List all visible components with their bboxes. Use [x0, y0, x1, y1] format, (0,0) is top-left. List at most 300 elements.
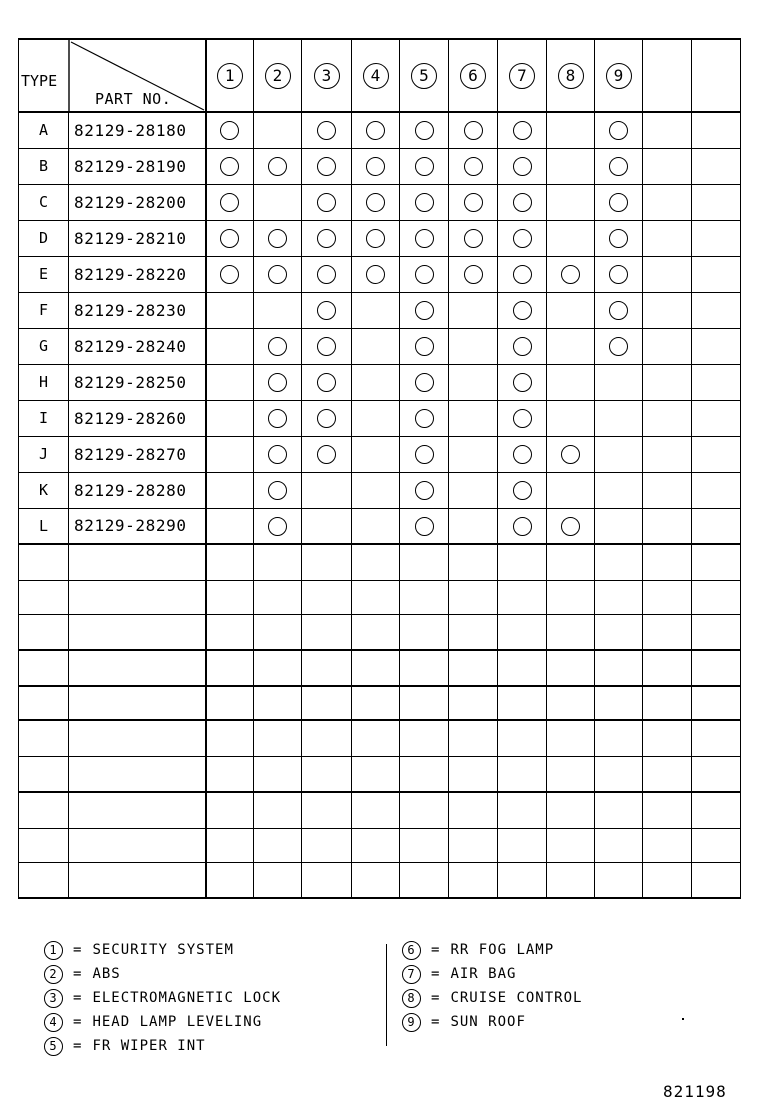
empty-cell	[449, 720, 498, 756]
option-cell	[498, 112, 547, 148]
applicable-mark-icon	[464, 229, 483, 248]
option-cell	[254, 148, 302, 184]
applicable-mark-icon	[317, 373, 336, 392]
empty-cell	[692, 256, 741, 292]
applicable-mark-icon	[268, 337, 287, 356]
applicable-mark-icon	[317, 157, 336, 176]
empty-row	[19, 544, 741, 580]
empty-cell	[692, 508, 741, 544]
option-cell	[206, 112, 254, 148]
option-cell	[206, 256, 254, 292]
option-cell	[206, 400, 254, 436]
empty-row	[19, 614, 741, 650]
applicable-mark-icon	[415, 445, 434, 464]
empty-cell	[692, 862, 741, 898]
applicable-mark-icon	[317, 121, 336, 140]
option-cell	[352, 328, 400, 364]
empty-cell	[254, 792, 302, 828]
option-cell	[254, 220, 302, 256]
applicable-mark-icon	[513, 373, 532, 392]
applicable-mark-icon	[513, 481, 532, 500]
empty-cell	[595, 720, 643, 756]
empty-cell	[595, 614, 643, 650]
empty-cell	[595, 544, 643, 580]
option-cell	[498, 184, 547, 220]
legend-equals: =	[73, 990, 83, 1006]
empty-cell	[69, 544, 206, 580]
option-cell	[449, 220, 498, 256]
empty-cell	[449, 792, 498, 828]
empty-row	[19, 686, 741, 720]
empty-cell	[547, 756, 595, 792]
part-number-cell: 82129-28230	[69, 292, 206, 328]
option-cell	[498, 148, 547, 184]
empty-cell	[19, 720, 69, 756]
empty-cell	[498, 828, 547, 862]
empty-cell	[69, 580, 206, 614]
table-row	[19, 184, 741, 220]
empty-cell	[643, 614, 692, 650]
header-option-5	[400, 39, 449, 112]
empty-cell	[254, 544, 302, 580]
part-number-cell: 82129-28280	[69, 472, 206, 508]
option-cell	[254, 436, 302, 472]
applicable-mark-icon	[366, 193, 385, 212]
option-cell	[302, 184, 352, 220]
header-diagonal-cell	[19, 39, 206, 112]
applicable-mark-icon	[415, 337, 434, 356]
empty-cell	[498, 544, 547, 580]
applicable-mark-icon	[268, 481, 287, 500]
option-cell	[547, 256, 595, 292]
empty-cell	[254, 650, 302, 686]
applicable-mark-icon	[415, 301, 434, 320]
applicable-mark-icon	[609, 265, 628, 284]
applicable-mark-icon	[268, 409, 287, 428]
empty-cell	[643, 148, 692, 184]
empty-cell	[643, 112, 692, 148]
empty-cell	[692, 436, 741, 472]
empty-cell	[692, 400, 741, 436]
option-cell	[400, 400, 449, 436]
option-cell	[302, 112, 352, 148]
empty-cell	[643, 184, 692, 220]
table-row	[19, 508, 741, 544]
applicable-mark-icon	[317, 229, 336, 248]
legend-item	[402, 938, 582, 962]
legend-item	[402, 986, 582, 1010]
empty-cell	[449, 756, 498, 792]
empty-cell	[547, 792, 595, 828]
legend-item	[44, 1034, 281, 1058]
option-cell	[302, 256, 352, 292]
applicable-mark-icon	[268, 157, 287, 176]
legend-number-circle: 5	[44, 1037, 63, 1056]
type-cell: H	[19, 364, 69, 400]
applicable-mark-icon	[220, 193, 239, 212]
option-cell	[498, 400, 547, 436]
part-number-cell: 82129-28210	[69, 220, 206, 256]
option-cell	[400, 328, 449, 364]
empty-cell	[352, 614, 400, 650]
applicable-mark-icon	[415, 265, 434, 284]
option-cell	[595, 472, 643, 508]
empty-cell	[69, 756, 206, 792]
empty-cell	[400, 720, 449, 756]
empty-cell	[692, 364, 741, 400]
option-cell	[352, 220, 400, 256]
table-row	[19, 328, 741, 364]
empty-cell	[206, 828, 254, 862]
empty-cell	[352, 792, 400, 828]
parts-table	[18, 38, 741, 899]
option-cell	[498, 436, 547, 472]
option-cell	[547, 112, 595, 148]
table-row	[19, 364, 741, 400]
applicable-mark-icon	[317, 265, 336, 284]
empty-row	[19, 650, 741, 686]
table-row	[19, 472, 741, 508]
applicable-mark-icon	[268, 445, 287, 464]
option-cell	[547, 148, 595, 184]
empty-cell	[498, 862, 547, 898]
type-header: TYPE	[21, 72, 58, 90]
applicable-mark-icon	[317, 301, 336, 320]
empty-cell	[692, 580, 741, 614]
table-row	[19, 148, 741, 184]
applicable-mark-icon	[609, 121, 628, 140]
empty-cell	[692, 720, 741, 756]
legend-item	[44, 1010, 281, 1034]
empty-cell	[547, 720, 595, 756]
legend-label: SECURITY SYSTEM	[92, 942, 234, 958]
option-cell	[352, 400, 400, 436]
empty-cell	[643, 686, 692, 720]
option-number-circle: 6	[460, 63, 486, 89]
option-cell	[547, 364, 595, 400]
empty-cell	[19, 756, 69, 792]
type-cell: K	[19, 472, 69, 508]
empty-cell	[692, 756, 741, 792]
empty-cell	[643, 756, 692, 792]
option-cell	[498, 256, 547, 292]
empty-cell	[254, 862, 302, 898]
empty-cell	[595, 686, 643, 720]
header-option-7	[498, 39, 547, 112]
empty-cell	[692, 148, 741, 184]
option-number-circle: 2	[265, 63, 291, 89]
applicable-mark-icon	[561, 517, 580, 536]
applicable-mark-icon	[464, 121, 483, 140]
empty-cell	[254, 720, 302, 756]
empty-cell	[400, 862, 449, 898]
option-cell	[352, 184, 400, 220]
option-cell	[595, 184, 643, 220]
applicable-mark-icon	[513, 193, 532, 212]
legend-label: HEAD LAMP LEVELING	[92, 1014, 263, 1030]
type-cell: D	[19, 220, 69, 256]
option-number-circle: 1	[217, 63, 243, 89]
option-cell	[352, 256, 400, 292]
empty-cell	[595, 828, 643, 862]
option-cell	[302, 508, 352, 544]
applicable-mark-icon	[268, 265, 287, 284]
option-cell	[498, 328, 547, 364]
empty-cell	[19, 862, 69, 898]
applicable-mark-icon	[609, 301, 628, 320]
header-empty-cell	[692, 39, 741, 112]
empty-cell	[547, 650, 595, 686]
applicable-mark-icon	[415, 373, 434, 392]
option-cell	[400, 508, 449, 544]
empty-row	[19, 580, 741, 614]
option-cell	[449, 472, 498, 508]
option-cell	[254, 292, 302, 328]
option-cell	[206, 292, 254, 328]
empty-cell	[643, 792, 692, 828]
option-cell	[400, 184, 449, 220]
applicable-mark-icon	[415, 157, 434, 176]
option-cell	[449, 292, 498, 328]
applicable-mark-icon	[513, 121, 532, 140]
empty-cell	[206, 792, 254, 828]
empty-cell	[547, 580, 595, 614]
applicable-mark-icon	[464, 157, 483, 176]
empty-cell	[19, 828, 69, 862]
applicable-mark-icon	[561, 265, 580, 284]
header-option-1	[206, 39, 254, 112]
type-cell: C	[19, 184, 69, 220]
type-cell: E	[19, 256, 69, 292]
empty-cell	[69, 792, 206, 828]
option-cell	[547, 328, 595, 364]
empty-cell	[498, 650, 547, 686]
empty-cell	[400, 614, 449, 650]
empty-cell	[69, 720, 206, 756]
empty-cell	[352, 580, 400, 614]
empty-cell	[449, 544, 498, 580]
legend-equals: =	[431, 942, 441, 958]
option-cell	[498, 472, 547, 508]
empty-cell	[206, 686, 254, 720]
empty-cell	[547, 828, 595, 862]
empty-cell	[692, 792, 741, 828]
empty-cell	[302, 720, 352, 756]
empty-cell	[547, 686, 595, 720]
applicable-mark-icon	[366, 265, 385, 284]
empty-cell	[254, 580, 302, 614]
empty-cell	[400, 650, 449, 686]
option-cell	[254, 328, 302, 364]
empty-cell	[400, 792, 449, 828]
applicable-mark-icon	[513, 301, 532, 320]
applicable-mark-icon	[513, 517, 532, 536]
empty-cell	[69, 614, 206, 650]
applicable-mark-icon	[317, 445, 336, 464]
option-cell	[206, 508, 254, 544]
option-cell	[449, 508, 498, 544]
empty-cell	[69, 828, 206, 862]
type-cell: B	[19, 148, 69, 184]
empty-cell	[302, 756, 352, 792]
header-row	[19, 39, 741, 112]
option-cell	[595, 364, 643, 400]
empty-cell	[69, 650, 206, 686]
empty-cell	[547, 614, 595, 650]
applicable-mark-icon	[415, 481, 434, 500]
applicable-mark-icon	[220, 229, 239, 248]
empty-cell	[692, 184, 741, 220]
empty-cell	[19, 544, 69, 580]
empty-cell	[643, 828, 692, 862]
option-cell	[352, 148, 400, 184]
empty-cell	[643, 580, 692, 614]
applicable-mark-icon	[366, 229, 385, 248]
empty-cell	[19, 580, 69, 614]
option-cell	[595, 508, 643, 544]
empty-cell	[352, 720, 400, 756]
table-row	[19, 292, 741, 328]
option-cell	[498, 364, 547, 400]
empty-cell	[449, 580, 498, 614]
empty-cell	[19, 650, 69, 686]
empty-cell	[643, 720, 692, 756]
empty-cell	[302, 544, 352, 580]
option-cell	[400, 364, 449, 400]
legend-item	[44, 986, 281, 1010]
option-cell	[547, 436, 595, 472]
empty-cell	[69, 862, 206, 898]
header-option-6	[449, 39, 498, 112]
empty-cell	[643, 328, 692, 364]
empty-cell	[643, 292, 692, 328]
type-cell: G	[19, 328, 69, 364]
empty-cell	[449, 650, 498, 686]
option-cell	[254, 508, 302, 544]
empty-cell	[302, 650, 352, 686]
applicable-mark-icon	[268, 373, 287, 392]
applicable-mark-icon	[561, 445, 580, 464]
applicable-mark-icon	[317, 337, 336, 356]
legend-divider	[386, 944, 387, 1046]
option-cell	[449, 112, 498, 148]
empty-cell	[692, 686, 741, 720]
type-cell: F	[19, 292, 69, 328]
option-cell	[400, 112, 449, 148]
empty-cell	[69, 686, 206, 720]
option-cell	[595, 112, 643, 148]
table-row	[19, 400, 741, 436]
empty-cell	[449, 686, 498, 720]
option-cell	[449, 364, 498, 400]
option-cell	[254, 112, 302, 148]
empty-cell	[643, 256, 692, 292]
empty-cell	[692, 292, 741, 328]
option-cell	[352, 364, 400, 400]
part-number-cell: 82129-28220	[69, 256, 206, 292]
empty-cell	[206, 544, 254, 580]
legend-label: ELECTROMAGNETIC LOCK	[92, 990, 282, 1006]
empty-cell	[206, 650, 254, 686]
legend-number-circle: 9	[402, 1013, 421, 1032]
option-cell	[206, 184, 254, 220]
empty-cell	[595, 650, 643, 686]
legend-number-circle: 3	[44, 989, 63, 1008]
empty-cell	[206, 756, 254, 792]
empty-cell	[643, 220, 692, 256]
empty-cell	[400, 756, 449, 792]
applicable-mark-icon	[609, 157, 628, 176]
option-cell	[498, 220, 547, 256]
option-cell	[206, 364, 254, 400]
option-cell	[352, 292, 400, 328]
legend-label: RR FOG LAMP	[450, 942, 555, 958]
option-cell	[400, 292, 449, 328]
legend-equals: =	[431, 1014, 441, 1030]
applicable-mark-icon	[415, 229, 434, 248]
empty-cell	[400, 580, 449, 614]
empty-cell	[692, 614, 741, 650]
empty-cell	[643, 544, 692, 580]
empty-cell	[643, 436, 692, 472]
applicable-mark-icon	[609, 229, 628, 248]
empty-cell	[692, 828, 741, 862]
legend-number-circle: 7	[402, 965, 421, 984]
table-row	[19, 256, 741, 292]
type-cell: L	[19, 508, 69, 544]
option-cell	[302, 364, 352, 400]
header-empty-cell	[643, 39, 692, 112]
header-option-4	[352, 39, 400, 112]
empty-cell	[19, 686, 69, 720]
empty-cell	[302, 580, 352, 614]
empty-cell	[692, 328, 741, 364]
option-cell	[547, 292, 595, 328]
empty-cell	[692, 472, 741, 508]
option-cell	[302, 328, 352, 364]
part-number-cell: 82129-28290	[69, 508, 206, 544]
option-cell	[206, 436, 254, 472]
applicable-mark-icon	[513, 265, 532, 284]
empty-cell	[498, 580, 547, 614]
empty-cell	[498, 686, 547, 720]
option-number-circle: 5	[411, 63, 437, 89]
table-row	[19, 112, 741, 148]
option-cell	[400, 148, 449, 184]
empty-cell	[400, 686, 449, 720]
header-option-2	[254, 39, 302, 112]
part-number-cell: 82129-28200	[69, 184, 206, 220]
applicable-mark-icon	[513, 229, 532, 248]
option-cell	[254, 400, 302, 436]
empty-cell	[302, 614, 352, 650]
figure-number: 821198	[663, 1082, 727, 1101]
empty-cell	[692, 544, 741, 580]
part-number-cell: 82129-28190	[69, 148, 206, 184]
option-cell	[547, 508, 595, 544]
part-no-header: PART NO.	[95, 90, 172, 108]
part-number-cell: 82129-28240	[69, 328, 206, 364]
empty-cell	[352, 686, 400, 720]
option-cell	[352, 508, 400, 544]
option-cell	[400, 436, 449, 472]
type-cell: A	[19, 112, 69, 148]
option-cell	[595, 148, 643, 184]
legend-number-circle: 8	[402, 989, 421, 1008]
empty-cell	[595, 580, 643, 614]
option-cell	[449, 148, 498, 184]
empty-cell	[352, 756, 400, 792]
